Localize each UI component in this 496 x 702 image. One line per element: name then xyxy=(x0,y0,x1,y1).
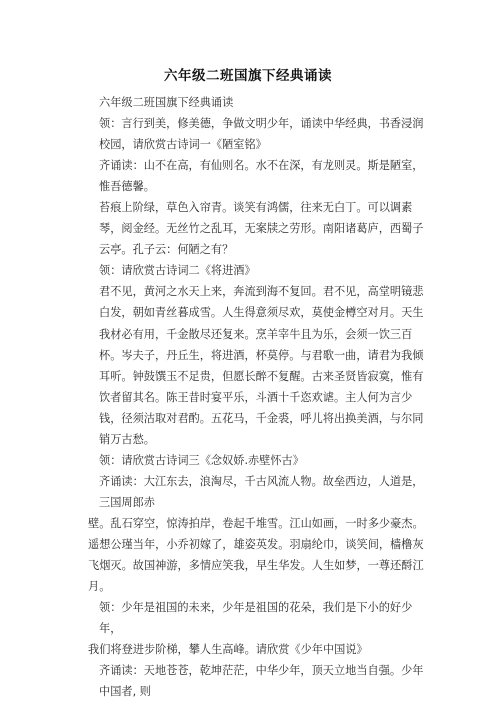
paragraph-recite-4: 齐诵读：天地苍苍，乾坤茫茫，中华少年，顶天立地当自强。少年中国者, 则 xyxy=(99,664,424,699)
paragraph-recite-3: 齐诵读：大江东去，浪淘尽，千古风流人物。故垒西边，人道是，三国周郎赤 xyxy=(99,474,424,509)
paragraph-lead-poem-2: 领：请欣赏古诗词二《将进酒》 xyxy=(99,264,256,278)
paragraph-lead-poem-3: 领：请欣赏古诗词三《念奴娇.赤壁怀古》 xyxy=(99,453,304,467)
paragraph-lead-4-cont: 我们将登进步阶梯，攀人生高峰。请欣赏《少年中国说》 xyxy=(88,643,368,657)
paragraph-poem-3-cont: 壁。乱石穿空，惊涛拍岸，卷起千堆雪。江山如画，一时多少豪杰。遥想公瑾当年，小乔初嫁了，雄姿英发。羽扇纶巾，谈笑间，樯橹灰飞烟灭。故国神游，多情应笑我，早生华发。人生如梦，一尊还酹江月。 xyxy=(88,516,424,594)
document-title: 六年级二班国旗下经典诵读 xyxy=(164,68,332,84)
paragraph-poem-2: 君不见，黄河之水天上来，奔流到海不复回。君不见，高堂明镜悲白发，朝如青丝暮成雪。人生得意须尽欢，莫使金樽空对月。天生我材必有用，千金散尽还复来。烹羊宰牛且为乐，会须一饮三百杯。岑夫子，丹丘生，将进酒，杯莫停。与君歌一曲，请君为我倾耳听。钟鼓馔玉不足贵，但愿长醉不复醒。古来圣贤皆寂寞，惟有饮者留其名。陈王昔时宴平乐，斗酒十千恣欢谑。主人何为言少钱，径须沽取对君酌。五花马，千金裘，呼儿将出换美酒，与尔同销万古愁。 xyxy=(99,285,424,446)
paragraph-recite-1: 齐诵读：山不在高，有仙则名。水不在深，有龙则灵。斯是陋室，惟吾德馨。 xyxy=(99,159,424,194)
paragraph-lead-intro: 领：言行到美，修美德，争做文明少年，诵读中华经典，书香浸润校园，请欣赏古诗词一《陋室铭》 xyxy=(99,117,424,152)
paragraph-poem-1-cont: 苔痕上阶绿，草色入帘青。谈笑有鸿儒，往来无白丁。可以调素琴，阅金经。无丝竹之乱耳，无案牍之劳形。南阳诸葛庐，西蜀子云亭。孔子云：何陋之有？ xyxy=(99,201,424,257)
paragraph-heading: 六年级二班国旗下经典诵读 xyxy=(99,96,234,109)
document-body xyxy=(77,92,429,702)
paragraph-lead-4: 领：少年是祖国的未来，少年是祖国的花朵，我们是下小的好少年， xyxy=(99,601,413,636)
